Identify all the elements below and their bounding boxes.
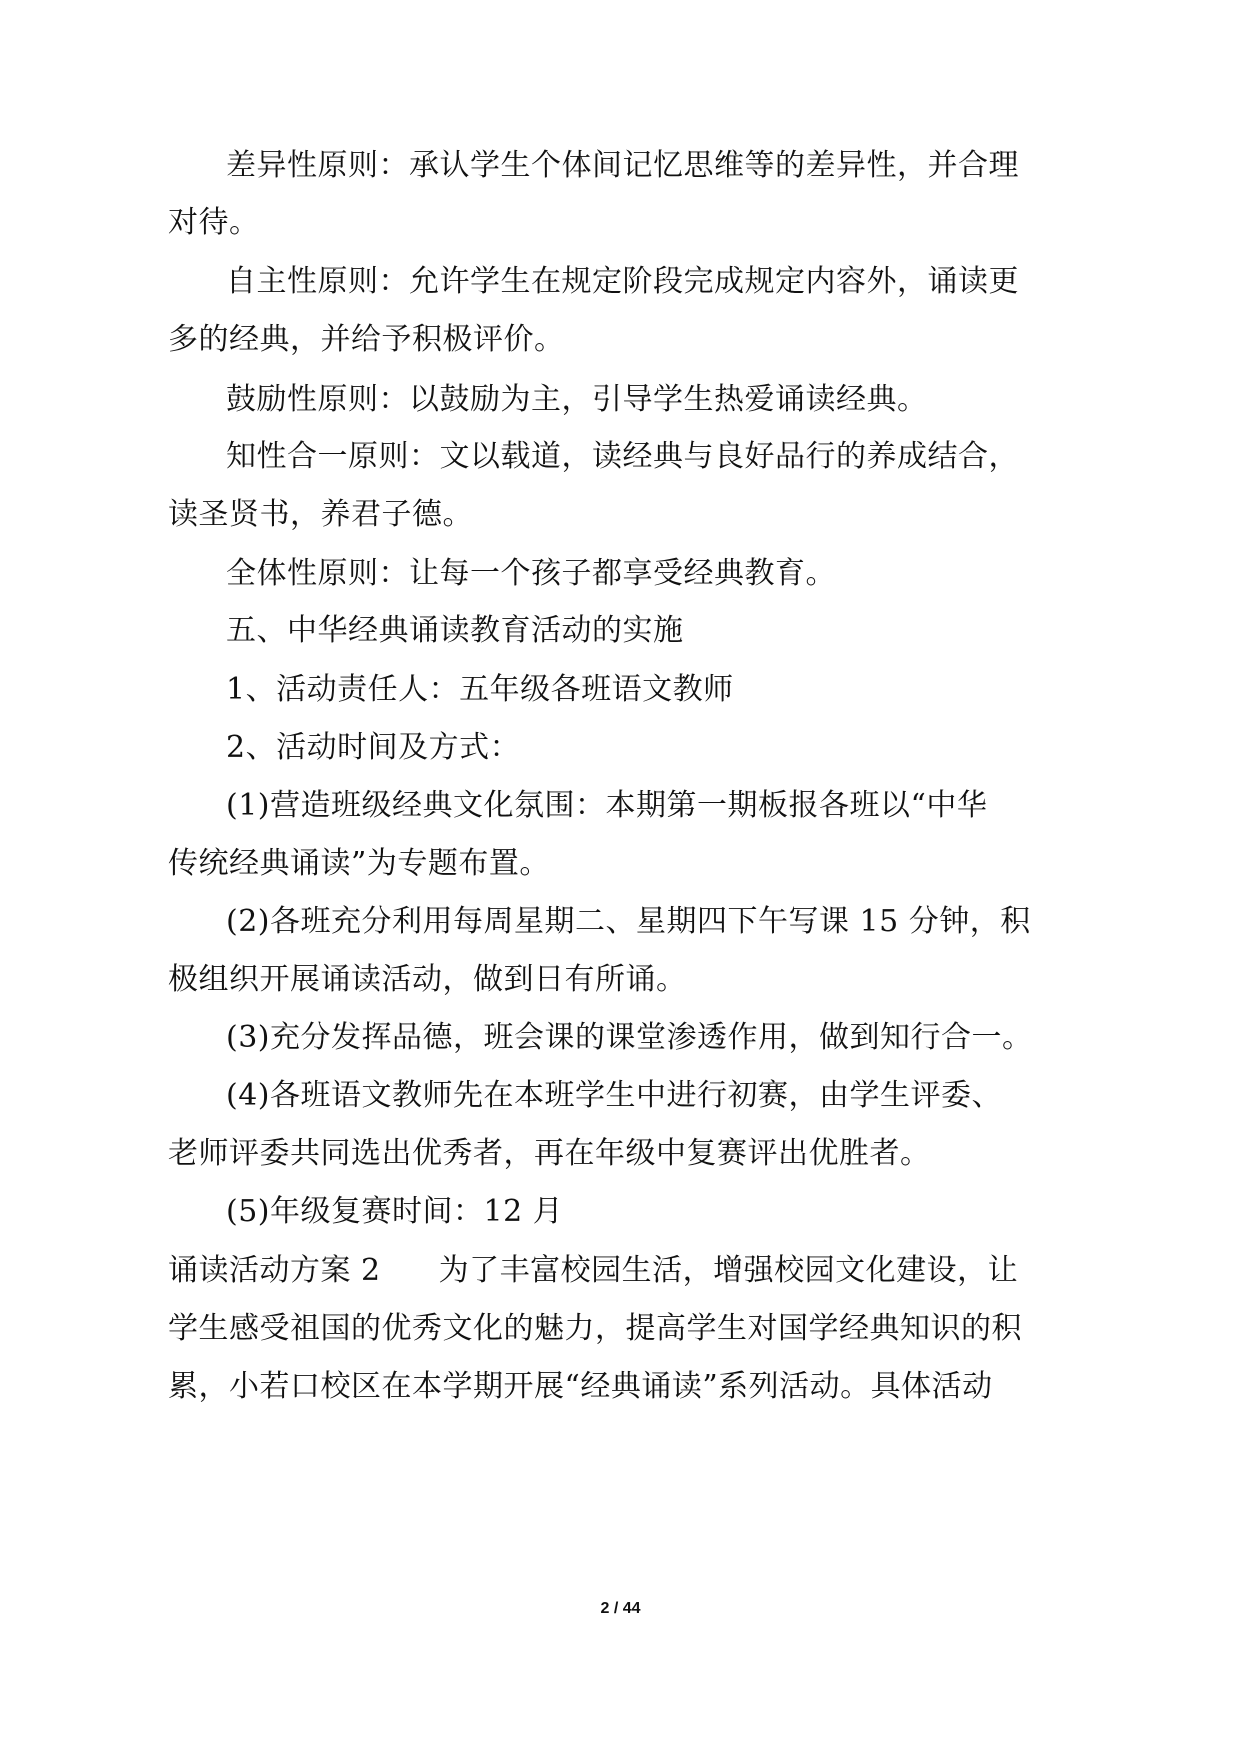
paragraph-line: 极组织开展诵读活动，做到日有所诵。	[168, 962, 687, 997]
paragraph-line: (3)充分发挥品德，班会课的课堂渗透作用，做到知行合一。	[226, 1020, 1033, 1055]
paragraph-line: 老师评委共同选出优秀者，再在年级中复赛评出优胜者。	[168, 1136, 931, 1171]
paragraph-line: 自主性原则：允许学生在规定阶段完成规定内容外，诵读更	[226, 264, 1019, 299]
paragraph-line: 差异性原则：承认学生个体间记忆思维等的差异性，并合理	[226, 148, 1019, 183]
paragraph-line: 累，小若口校区在本学期开展“经典诵读”系列活动。具体活动	[168, 1369, 993, 1404]
paragraph-line: 鼓励性原则：以鼓励为主，引导学生热爱诵读经典。	[226, 382, 928, 417]
paragraph-line: 2、活动时间及方式：	[226, 730, 521, 765]
paragraph-line: (2)各班充分利用每周星期二、星期四下午写课 15 分钟，积	[226, 904, 1031, 939]
paragraph-line: (4)各班语文教师先在本班学生中进行初赛，由学生评委、	[226, 1078, 1002, 1113]
paragraph-line: 1、活动责任人：五年级各班语文教师	[226, 672, 734, 707]
section-heading: 五、中华经典诵读教育活动的实施	[226, 613, 684, 648]
paragraph-line: 学生感受祖国的优秀文化的魅力，提高学生对国学经典知识的积	[168, 1311, 1022, 1346]
paragraph-line: 知性合一原则：文以载道，读经典与良好品行的养成结合，	[226, 439, 1019, 474]
paragraph-line	[0, 1251, 1241, 1291]
paragraph-line: (1)营造班级经典文化氛围：本期第一期板报各班以“中华	[226, 788, 988, 823]
section-title: 诵读活动方案 2	[168, 1253, 381, 1288]
paragraph-line: 全体性原则：让每一个孩子都享受经典教育。	[226, 556, 836, 591]
paragraph-line: 传统经典诵读”为专题布置。	[168, 846, 550, 881]
paragraph-line: 对待。	[168, 205, 260, 240]
paragraph-line: 读圣贤书，养君子德。	[168, 497, 473, 532]
page-number: 2 / 44	[600, 1600, 641, 1617]
section-text: 为了丰富校园生活，增强校园文化建设，让	[438, 1253, 1019, 1288]
paragraph-line: (5)年级复赛时间：12 月	[226, 1194, 564, 1229]
paragraph-line: 多的经典，并给予积极评价。	[168, 322, 565, 357]
